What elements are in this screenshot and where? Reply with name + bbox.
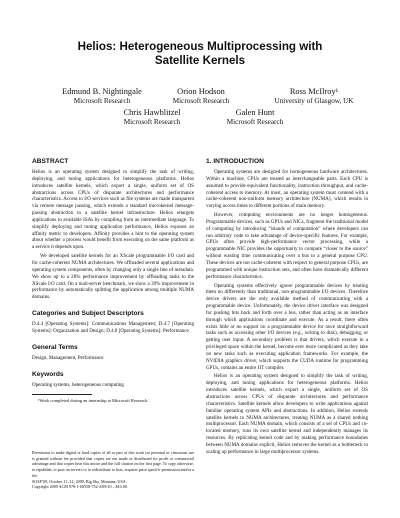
- paper-title: [0, 40, 400, 68]
- author-affiliation: Microsoft Research: [226, 117, 284, 126]
- author-affiliation: Microsoft Research: [172, 96, 230, 105]
- author-block: [52, 87, 152, 105]
- author-name: Orion Hodson: [177, 87, 225, 96]
- author-block: [262, 87, 366, 105]
- title-line-1: Helios: Heterogeneous Multiprocessing with: [77, 40, 323, 53]
- categories-text: D.4.4 [Operating Systems]: Communications Management; D.4.7 [Operating Systems]: Organization and Design; D.4.8 [Operating Systems]: Performance: [32, 321, 194, 334]
- general-terms-heading: General Terms: [32, 343, 78, 351]
- conference-line: SOSP’09, October 11–14, 2009, Big Sky, Montana, USA.: [32, 478, 127, 484]
- author-block: [210, 108, 300, 126]
- author-name: Chris Hawblitzel: [123, 108, 181, 117]
- intro-paragraph: However, computing environments are no longer homogeneous. Programmable devices, such as GPUs and NICs, fragment the traditional model of computing by introducing “islands of computation” where developers can run arbitrary code to take advantage of device-specific features. For example, GPUs often provide high-performance vector processing, while a programmable NIC provides the opportunity to compute “closer to the source” without wasting time communicating over a bus to a general purpose CPU. These devices are not cache-coherent with respect to general purpose CPUs, are programmed with unique instruction sets, and often have dramatically different performance characteristics.: [206, 212, 368, 280]
- author-affiliation: Microsoft Research: [73, 96, 131, 105]
- intro-paragraph: Operating systems effectively ignore programmable devices by treating them no differently than traditional, non-programmable I/O devices. Therefore device drivers are the only available method of communicating with a programmable device. Unfortunately, the device driver interface was designed for pushing bits back and forth over a bus, rather than acting as an interface through which applications coordinate and execute. As a result, there often exists little or no support on a programmable device for once straightforward tasks such as accessing other I/O devices (e.g., writing to disk), debugging, or getting user input. A secondary problem is that drivers, which execute in a privileged space within the kernel, become ever more complicated as they take on new tasks such as executing application frameworks. For example, the NVIDIA graphics driver, which supports the CUDA runtime for programming GPUs, contains an entire JIT compiler.: [206, 282, 368, 371]
- author-name: Edmund B. Nightingale: [62, 87, 142, 96]
- footnote: ¹Work completed during an internship at Microsoft Research.: [38, 398, 149, 404]
- author-block: [156, 87, 246, 105]
- title-line-2: Satellite Kernels: [154, 54, 246, 67]
- general-terms-text: Design, Management, Performance: [32, 354, 104, 361]
- categories-heading: Categories and Subject Descriptors: [32, 310, 144, 318]
- abstract-heading: ABSTRACT: [32, 158, 69, 165]
- intro-paragraph: Helios is an operating system designed to simplify the task of writing, deploying, and tuning applications for heterogeneous platforms. Helios introduces satellite kernels, which export a single, uniform set of OS abstractions across CPUs of disparate architectures and performance characteristics. Satellite kernels allow developers to write applications against familiar operating system APIs and abstractions. In addition, Helios extends satellite kernels to NUMA architectures, treating NUMA as a shared nothing multiprocessor. Each NUMA domain, which consists of a set of CPUs and co-located memory, runs its own satellite kernel and independently manages its resources. By replicating kernel code and by making performance boundaries between NUMA domains explicit, Helios removes the kernel as a bottleneck to scaling up performance in large multiprocessor systems.: [206, 373, 368, 455]
- abstract-paragraph: Helios is an operating system designed to simplify the task of writing, deploying, and tuning applications for heterogeneous platforms. Helios introduces satellite kernels, which export a single, uniform set of OS abstractions across CPUs of disparate architectures and performance characteristics. Access to I/O services such as file systems are made transparent via remote message passing, which extends a standard microkernel message-passing abstraction to a satellite kernel infrastructure. Helios retargets applications to available ISAs by compiling from an intermediate language. To simplify deploying and tuning application performance, Helios exposes an affinity metric to developers. Affinity provides a hint to the operating system about whether a process would benefit from executing on the same platform as a service it depends upon.: [32, 169, 194, 251]
- author-name: Ross McIlroy¹: [289, 87, 339, 96]
- author-affiliation: University of Glasgow, UK: [274, 96, 354, 105]
- keywords-text: Operating systems, heterogeneous computing: [32, 381, 124, 388]
- author-name: Galen Hunt: [235, 108, 275, 117]
- footnote-divider: [32, 394, 92, 395]
- keywords-heading: Keywords: [32, 370, 64, 378]
- author-affiliation: Microsoft Research: [123, 117, 181, 126]
- acm-copyright-line: Copyright 2009 ACM 978-1-60558-752-3/09/10 ...$10.00.: [32, 484, 128, 490]
- abstract-paragraph: We developed satellite kernels for an XScale programmable I/O card and for cache-coherent NUMA architectures. We offloaded several applications and operating system components, often by changing only a single line of metadata. We show up to a 28% performance improvement by offloading tasks to the XScale I/O card. On a mail-server benchmark, we show a 39% improvement in performance by automatically splitting the application among multiple NUMA domains.: [32, 253, 194, 301]
- permission-text: Permission to make digital or hard copies of all or part of this work for personal or classroom use is granted without fee provided that copies are not made or distributed for profit or commercial advantage and that copies bear this notice and the full citation on the first page. To copy otherwise, to republish, to post on servers or to redistribute to lists, requires prior specific permission and/or a fee.: [32, 450, 194, 478]
- left-column: [32, 158, 194, 404]
- intro-paragraph: Operating systems are designed for homogeneous hardware architectures. Within a machine, CPUs are treated as interchangeable parts. Each CPU is assumed to provide equivalent functionality, instruction throughput, and cache-coherent access to memory. At most, an operating system must contend with a cache-coherent non-uniform memory architecture (NUMA), which results in varying access times to different portions of main memory.: [206, 169, 368, 210]
- right-column: [206, 158, 368, 458]
- author-block: [104, 108, 200, 126]
- introduction-heading: 1. INTRODUCTION: [206, 158, 264, 165]
- copyright-notice: [32, 450, 194, 490]
